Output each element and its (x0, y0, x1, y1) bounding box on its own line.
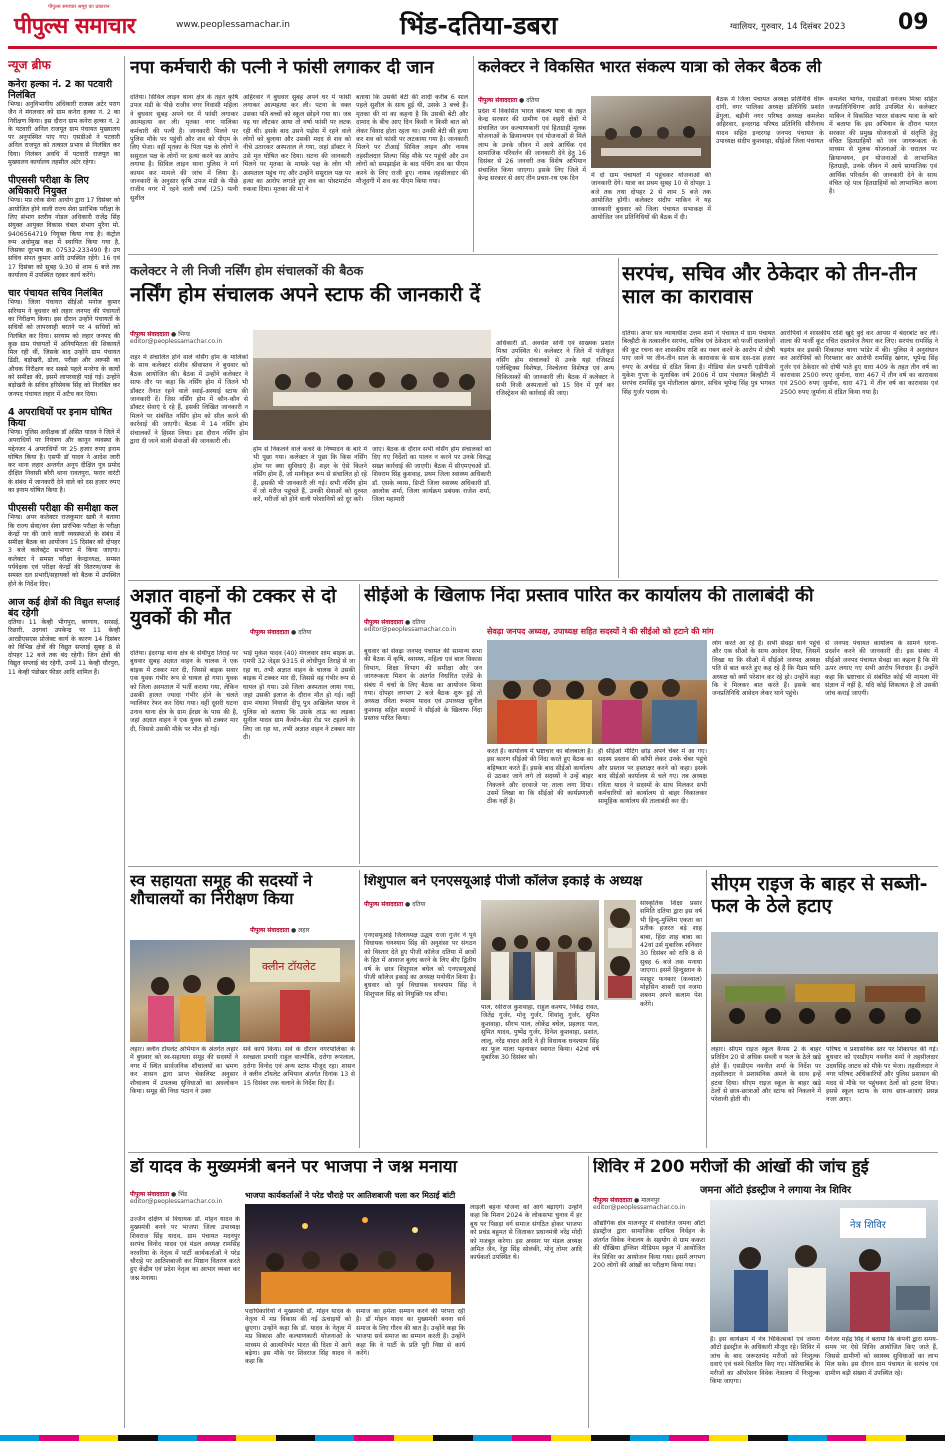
article-collector-col3: बैठक में जिला पंचायत अध्यक्ष प्रतिनिधि धीरू दांगी, नगर पालिका अध्यक्ष प्रतिनिधि प्रशांत ढेंगुला, बड़ौनी नगर परिषद अध्यक्ष कमलेश अहिरवार, इन्दरगढ़ परिषद प्रतिनिधि सौरीनाथ यादव सहित इन्दरगढ़ जनपद पंचायत के उपाध्यक्ष संदीप कुशवाहा, सीईओ जिला पंचायत (716, 96, 824, 146)
byline-bjp: पीपुल्स संवाददाता ● भिंड editor@peoplessamachar.co.in (130, 1190, 245, 1205)
byline-place: दतिया (412, 901, 426, 908)
kicker-bjp: भाजपा कार्यकर्ताओं ने परेड चौराहे पर आतिशबाजी चला कर मिठाई बांटी (245, 1191, 456, 1200)
byline-accident: पीपुल्स संवाददाता ● दतिया (250, 629, 312, 636)
photo-bjp-celebration (245, 1204, 465, 1304)
column-divider (618, 258, 619, 578)
column-divider (706, 870, 707, 1148)
photo-shg-inspection (130, 940, 355, 1042)
article-cm-rise-col2: परिषद व प्रशासनिक स्तर पर शिकायत की गई। बुधवार को एसडीएम नवनीत शर्मा ने तहसीलदार उदयसिंह जाटव को मौके पर भेजा। तहसीलदार ने नगर परिषद अधिकारियों और पुलिस प्रशासन की मदद से मौके पर पहुंचकर ठेलों को हटवा दिया। इससे स्कूल स्टाफ के साथ छात्र-छात्राएं प्रसन्न नजर आए। (826, 1046, 938, 1104)
masthead-rule (8, 46, 937, 49)
brief-body: भिण्ड। मप्र लोक सेवा आयोग द्वारा 17 दिसंबर को आयोजित होने वाली राज्य सेवा प्रारंभिक परीक्षा के लिए संभाग स्तरीय नोडल अधिकारी राजेंद्र सिंह संयुक्त आयुक्त विकास चंबल संभाग मुरैना मो. 9406564719 नियुक्त किया गया है। कंट्रोल रूम अधोमुख कक्ष में स्थापित किया गया है, जिसका दूरभाष क्र. 07532-233490 है। उप सचिव संपत कुमार आदि उपस्थित रहेंगे। 16 एवं 17 दिसंबर को सुबह 9.30 से शाम 6 बजे तक कार्यालय में उपस्थित रहकर कार्य करेंगे। (8, 197, 120, 280)
carts-photo-graphic (711, 932, 938, 1042)
issue-date: ग्वालियर, गुरुवार, 14 दिसंबर 2023 (730, 22, 846, 32)
headline-sarpanch: सरपंच, सचिव और ठेकेदार को तीन-तीन साल का कारावास (622, 262, 917, 308)
headline-eye-camp: शिविर में 200 मरीजों की आंखों की जांच हुई (593, 1158, 869, 1176)
article-shishupal-col2: पाल, रवीराज कुशवाहा, राहुल कश्यप, निकेंद्र रावत, जितेंद्र गुर्जर, मोनू गुर्जर, शिवांशु गुर्जर, सुमित कुशवाहा, सौरभ पाल, लोकेंद्र बघेल, प्रहलाद पाल, सुमित यादव, पुष्पेंद्र गुर्जर, दिनेश कुशवाहा, प्रशांत, लालू, नरेंद्र यादव आदि ने ही विधायक घनश्याम सिंह का फूल माला पहनाकर स्वागत किया। 42वां वर्ष मुबारिक 30 दिसंबर को। (481, 1004, 599, 1062)
brief-item (8, 79, 120, 167)
kicker-nursing: कलेक्टर ने ली निजी नर्सिंग होम संचालकों की बैठक (130, 263, 364, 278)
article-collector-col1: प्रदेश में विकसित भारत संकल्प यात्रा के तहत केन्द्र सरकार की ग्रामीण एवं शहरी क्षेत्रों में संचालित जन कल्याणकारी एवं हितग्राही मूलक योजनाओं के क्रियान्वयन एवं योजनाओं से मिले लाभ के उनके जीवन में आये आर्थिक एवं सामाजिक परिवर्तन की जानकारी देने हेतु 16 दिसंबर से 26 जनवरी तक विशेष अभियान संचालित किया जाएगा। इसके लिए जिले में केन्द्र सरकार से आए तीन प्रचार-रथ एक दिन (478, 108, 586, 183)
page-number: 09 (898, 10, 929, 35)
brief-body: भिण्ड। अनुविभागीय अधिकारी राजस्व अटेर पराग जैन ने मंगलवार को ग्राम कनेरा हल्का नं. 2 का निरीक्षण किया। इस दौरान ग्राम कनेरा हल्का नं. 2 के पटवारी अनिल राजपूत ग्राम पंचायत मुख्यालय पर अनुपस्थित पाए गए। एसडीओ ने पटवारी अनिल राजपूत को तत्काल प्रभाव से निलंबित कर दिया। निलंबन अवधि में पटवारी राजपूत का मुख्यालय कार्यालय तहसील अटेर रहेगा। (8, 101, 120, 167)
photo-cm-rise-carts (711, 932, 938, 1042)
photo-collector-meeting (591, 96, 711, 168)
article-ceo-col5: से जनपद पंचायत कार्यालय के सामने धरना-प्रदर्शन करने की जानकारी दी। इस संबंध में सीईओ जनपद पंचायत सेवढ़ा का कहना है कि मेरे ऊपर लगाए गए सभी आरोप निराधार हैं। उन्होंने कहा कि भ्रष्टाचार से संबंधित कोई भी मामला मेरे संज्ञान में नहीं है, यदि कोई शिकायत है तो उसकी जांच कराई जाएगी। (825, 640, 938, 698)
byline-author: पीपुल्स संवाददाता (593, 1197, 633, 1204)
headline-cm-rise: सीएम राइज के बाहर से सब्जी-फल के ठेले हटाए (711, 874, 928, 917)
article-ceo-col3: ही सीईओ मीटिंग छोड़ अपने चेंबर में आ गए। सदस्य प्रस्ताव की कॉपी लेकर उनके चेंबर पहुंचे और प्रस्ताव पर हस्ताक्षर करने को कहा। इसके बाद सीईओ कार्यालय से चले गए। तब अध्यक्ष रविता यादव ने सदस्यों के साथ मिलकर सभी कर्मचारियों को कार्यालय से बाहर निकालकर सामूहिक कार्यालय की तालाबंदी कर दी। (598, 748, 707, 806)
news-brief-column (8, 56, 120, 1428)
kicker-ceo: सेवढ़ा जनपद अध्यक्ष, उपाध्यक्ष सहित सदस्यों ने की सीईओ को हटाने की मांग (487, 627, 714, 636)
brief-body: भिण्ड। जिला पंचायत सीईओ मनोज कुमार सरियाम ने बुधवार को लहार जनपद की पंचायतों का निरीक्षण किया। इस दौरान उन्होंने पंचायतों के सचिवों को लापरवाही बरतने पर 4 सचिवों को निलंबित कर दिया। सरयाम को लहार जनपद की कुछ ग्राम पंचायतों में अनियमितता की शिकायतें मिल रही थीं, जिसके बाद उन्होंने ग्राम पंचायत ढिंढी, बड़ोखरी, ढोला, परीछा और अरूसी का औचक निरीक्षण कर सबसे पहले मनरेगा के कार्यों को समीक्षा की, इसमें लापरवाही पाई गई। उन्होंने बड़ोखरी के सचिव हरिसेवक सिंह को निलंबित कर जनपद पंचायत लहार में अटैच कर दिया। (8, 299, 120, 398)
byline-place: दतिया (526, 97, 540, 104)
section-title-text: भिंड-दतिया-डबरा (400, 11, 558, 40)
article-nursing-col3: जाए। बैठक के दौरान सभी नर्सिंग होम संचालकों को दिए गए निर्देशों का पालन न करने पर उनके विरुद्ध सख्त कार्रवाई की जाएगी। बैठक में सीएमएचओ डॉ. शिवराम सिंह कुशवाह, प्रथम जिला स्वास्थ्य अधिकारी डॉ. एसके व्यास, डिप्टी जिला स्वास्थ्य अधिकारी डॉ. आलोक शर्मा, जिला कार्यक्रम प्रबंधक राजेश शर्मा, जिला महामारी (372, 446, 491, 504)
byline-author: पीपुल्स संवाददाता (364, 901, 404, 908)
article-accident-col1: दतिया। इंदरगढ़ थाना क्षेत्र के सेंथीपुरा तिराहे पर बुधवार सुबह अज्ञात वाहन के चालक ने एक बाइक में टक्कर मार दी, जिससे बाइक सवार एक युवक गंभीर रूप से घायल हो गया। युवक को जिला अस्पताल में भर्ती कराया गया, लेकिन उसकी हालत ज्यादा गंभीर होने के चलते ग्वालियर रेफर कर दिया गया। वहीं दूसरी घटना उनाव थाना क्षेत्र के ग्राम ईरछा के पास की है, जहां अज्ञात वाहन ने एक युवक को टक्कर मार दी, जिससे उसकी मौके पर मौत हो गई। (130, 650, 238, 733)
column-divider (359, 870, 360, 1148)
brief-item (8, 175, 120, 280)
photo-eye-camp (710, 1200, 938, 1332)
article-nursing-col1: शहर में संचालित होने वाले नर्सिंग होम के मालिकों के साथ कलेक्टर संजीव श्रीवास्तव ने बुधवार को बैठक आयोजित की। बैठक में उन्होंने कलेक्टर ने साफ तौर पर कहा कि नर्सिंग होम में जितने भी डॉक्टर तैनात रहने वाले स्वाई-अस्थाई स्टाफ की जानकारी दें। जिस नर्सिंग होम में कौन-कौन से डॉक्टर सेवाएं दे रहे हैं, इसकी लिखित जानकारी न मिलने पर संबंधित नर्सिंग होम को सील करने की कार्रवाई की जाएगी। बैठक में 14 नर्सिंग होम संचालकों ने हिस्सा लिया। इस दौरान नर्सिंग होम द्वारा दी जाने वाली सेवाओं की जानकारी ली। (130, 354, 248, 446)
byline-email[interactable]: editor@peoplessamachar.co.in (130, 338, 223, 345)
article-cm-rise-col1: लहार। सीएम राइज स्कूल कैंपस 2 के बाहर प्रतिदिन 20 से अधिक सब्जी व फल के ठेले खड़े होते हैं। एसडीएम नवनीत शर्मा के निर्देश पर तहसीलदार ने प्रशासनिक अमले के साथ इन्हें हटवा दिया। सीएम राइज स्कूल के बाहर खड़े ठेलों से छात्र-छात्राओं और स्टाफ को निकलने में परेशानी होती थी। (711, 1046, 821, 1104)
article-shg-col2: सर्वे कार्य किया। सर्वे के दौरान नगरपालिका के स्वच्छता प्रभारी राहुल वाल्मीकि, दरोगा रूपलाल, दरोगा विनोद एवं अन्य स्टाफ मौजूद रहा। शासन ने क्लीन टॉयलेट अभियान अंतर्गत दिनांक 13 से 15 दिसंबर तक चलाने के निर्देश दिए हैं। (243, 1046, 355, 1087)
brief-item (8, 597, 120, 677)
meeting-photo-graphic (591, 96, 711, 168)
headline-bjp: डॉ यादव के मुख्यमंत्री बनने पर भाजपा ने जश्न मनाया (130, 1158, 458, 1177)
byline-ceo: पीपुल्स संवाददाता ● दतिया editor@peoplessamachar.co.in (364, 618, 484, 633)
article-eye-col3: मैनेजर महेंद्र सिंह ने बताया कि कंपनी द्वारा समय-समय पर ऐसे शिविर आयोजित किए जाते हैं, जिससे ग्रामीणों को स्वास्थ्य सुविधाओं का लाभ मिल सके। इस दौरान ग्राम पंचायत के सरपंच एवं ग्रामीण बड़ी संख्या में उपस्थित रहे। (825, 1336, 938, 1377)
brief-body: भिण्ड। पुलिस अधीक्षक डॉ असित यादव ने जिले में अपराधियों पर नियंत्रण और कानून व्यवस्था के मद्देनजर 4 अपराधियों पर 25 हजार रुपए इनाम घोषित किया है। एसपी डॉ यादव ने आदेश जारी कर थाना लहार अन्तर्गत अनूप दीक्षित पुत्र प्रमोद दीक्षित निवासी बरैरी थाना रावतपुरा, फरार वारंटी के संबंध में जानकारी देने वाले को दस हजार रुपए का इनाम घोषित किया है। (8, 428, 120, 494)
photo-urs-portraits (604, 900, 636, 1000)
brief-item (8, 288, 120, 399)
eye-camp-photo-graphic (710, 1200, 938, 1332)
printer-color-strip (0, 1432, 945, 1444)
byline-place: दतिया (298, 629, 312, 636)
brief-body: दतिया। 11 केव्ही भीगपुरा, बरणाय, सरसई, रिछारी, उदगवां उपकेन्द्र पर 11 केव्ही आरडीएसएस प्रोजेक्ट कार्य के कारण 14 दिसंबर को विभिन्न क्षेत्रों की विद्युत सप्लाई सुबह 8 से दोपहर 12 बजे तक बंद रहेगी। जिन क्षेत्रों की विद्युत सप्लाई बंद रहेगी, उनमें 11 केव्ही धौरपुरा, 11 केव्ही पंडोखर फीडर आदि शामिल हैं। (8, 618, 120, 676)
row-divider (128, 866, 938, 867)
shg-banner-text: क्लीन टॉयलेट (262, 960, 316, 973)
byline-nursing: पीपुल्स संवाददाता ● भिण्ड editor@peoplessamachar.co.in (130, 330, 248, 345)
headline-ceo: सीईओ के खिलाफ निंदा प्रस्ताव पारित कर कार्यालय की तालाबंदी की (364, 586, 814, 606)
byline-shishupal: पीपुल्स संवाददाता ● दतिया (364, 901, 426, 908)
column-divider (473, 56, 474, 252)
brief-headline: कनेरा हल्का नं. 2 का पटवारी निलंबित (8, 79, 113, 101)
headline-shishupal: शिशुपाल बने एनएसयूआई पीजी कॉलेज इकाई के अध्यक्ष (364, 874, 643, 889)
brief-item (8, 503, 120, 589)
brand-logo: पीपुल्स समाचार (14, 14, 136, 39)
byline-email[interactable]: editor@peoplessamachar.co.in (593, 1204, 686, 1211)
brief-item (8, 407, 120, 495)
nursing-photo-graphic (253, 330, 491, 440)
website[interactable]: www.peoplessamachar.in (176, 20, 290, 30)
byline-shg: पीपुल्स संवाददाता ● लहार (250, 927, 310, 934)
headline-collector-meeting: कलेक्टर ने विकसित भारत संकल्प यात्रा को लेकर बैठक ली (478, 58, 822, 76)
article-bjp-col3: समाज का हमेशा सम्मान करने की परंपरा रही है। डॉ मोहन यादव का मुख्यमंत्री बनना सर्व समाज के लिए गौरव की बात है। उन्होंने कहा कि भाजपा सर्व समाज का सम्मान करती है। उन्होंने कहा कि वे पार्टी के प्रति पूरी निष्ठा से कार्य करेंगे। (356, 1308, 465, 1358)
byline-eye-camp: पीपुल्स संवाददाता ● मालनपुर editor@peoplessamachar.co.in (593, 1196, 705, 1211)
article-eye-col1: औद्योगिक क्षेत्र मालनपुर में संचालित जमना ऑटो इंडस्ट्रीज द्वारा सामाजिक दायित्व निर्वहन के अंतर्गत विवेक नेत्रालय के सहयोग से ग्राम ककरा की धौखिया इंग्लिश मीडियम स्कूल में आयोजित नेत्र शिविर का आयोजन किया गया। इसमें लगभग 200 लोगों की आंखों का परीक्षण किया गया। (593, 1220, 705, 1270)
article-sarpanch-col2: आरोपियों ने शासकीय राशि खुर्द बुर्द कर आपस में बंदरबांट कर ली। शाला की फर्जी कूट रचित दस्तावेज तैयार कर लिए। सरपंच रामसिंह ने षड़यंत्र कर इसकी शिकायत थाना भांडेर में की। पुलिस ने अनुसंधान कर आरोपियों को गिरफ्तार कर आरोपी रामसिंह खंगार, भूपेन्द्र सिंह गुर्जर एवं ठेकेदार को दोषी पाते हुए धारा 409 के तहत तीन वर्ष का कारावास 2500 रुपए जुर्माना, धारा 467 में तीन वर्ष का कारावास एवं 2500 रुपए जुर्माना, धारा 471 में तीन वर्ष का कारावास एवं 2500 रुपए जुर्माना से दंडित किया गया है। (780, 330, 938, 396)
article-bjp-col2: पदाधिकारियों ने मुख्यमंत्री डॉ. मोहन यादव के नेतृत्व में मप्र विकास की नई ऊंचाइयों को छूएगा। उन्होंने कहा कि डॉ. यादव के नेतृत्व में मप्र विकास और कल्याणकारी योजनाओं के माध्यम से आत्मनिर्भर भारत की दिशा में आगे बढ़ेगा। इस मौके पर शिवराज सिंह यादव ने कहा कि (245, 1308, 351, 1366)
article-sarpanch-col1: दतिया। अपर सत्र न्यायाधीश उत्तम शर्मा ने पंचायत में ग्राम पंचायत बिल्हौटी के तत्कालीन सरपंच, सचिव एवं ठेकेदार को फर्जी दस्तावेज़ों की कूट रचना कर शासकीय राशि का गबन करने के आरोप में दोषी पाए जाने पर तीन-तीन साल के कारावास के साथ दस-दस हजार रुपए के अर्थदंड से दंडित किया है। मीडिया सेल प्रभारी एडीपीओ मुकेश गुप्ता के मुताबिक वर्ष 2006 में ग्राम पंचायत बिल्हौटी में सरपंच रामसिंह पुत्र मोतीलाल खंगार, सचिव भूपेन्द्र सिंह पुत्र भगवत सिंह गुर्जर पदस्थ थे। (622, 330, 775, 396)
byline-author: पीपुल्स संवाददाता (130, 1191, 170, 1198)
brief-headline: 4 अपराधियों पर इनाम घोषित किया (8, 406, 112, 429)
article-bjp-col1: उज्जैन दक्षिण से विधायक डॉ. मोहन यादव के मुख्यमंत्री बनने पर भाजपा जिला उपाध्यक्ष शिवराज सिंह यादव, ग्राम पंचायत मदनपुर सरपंच विनोद यादव एवं मंडल अध्यक्ष रामसिंह नरवरिया के नेतृत्व में पार्टी कार्यकर्ताओं ने परेड चौराहे पर आतिशबाजी कर मिष्ठान वितरण करते हुए केंद्रीय एवं प्रदेश नेतृत्व का आभार व्यक्त कर जश्न मनाया। (130, 1216, 240, 1282)
byline-author: पीपुल्स संवाददाता (130, 331, 170, 338)
brief-headline: चार पंचायत सचिव निलंबित (8, 288, 103, 300)
shg-photo-graphic (130, 940, 355, 1042)
article-shg-col1: लहार। क्लीन टॉयलेट अभियान के अंतर्गत लहार में बुधवार को स्व-सहायता समूह की सदस्यों ने नगर में स्थित सार्वजनिक शौचालयों का भ्रमण कर शासन द्वारा प्राप्त चेकलिस्ट अनुसार शौचालय में उपलब्ध सुविधाओं का अवलोकन किया। समूह की निधा पठान ने उक्त (130, 1046, 238, 1096)
photo-shishupal-group (481, 900, 599, 1000)
headline-napa: नपा कर्मचारी की पत्नी ने फांसी लगाकर दी जान (130, 58, 434, 78)
protest-photo-graphic (487, 640, 707, 744)
kicker-eye-camp: जमना ऑटो इंडस्ट्रीज ने लगाया नेत्र शिविर (700, 1185, 852, 1196)
article-napa-col3: बताया कि उसकी बेटी की शादी करीब 6 साल पहले सुशील के साथ हुई थी, उसके 3 बच्चे हैं। मृतका की मां का कहना है कि उसकी बेटी और दामाद के बीच आए दिन किसी न किसी बात को लेकर विवाद होता रहता था। उनकी बेटी की हत्या कर शव को फांसी पर लटकाया गया है। जानकारी मिलने पर टीआई सिविल लाइन और नायब तहसीलदार शिल्पा सिंह मौके पर पहुंची और उन लोगों को समझाईश के बाद पंचिंग शव का पीएम करने के लिए राजी हुए। नायब तहसीलदार की मौजूदगी में शव का पीएम किया गया। (356, 94, 468, 186)
brief-headline: पीएससी परीक्षा के लिए अधिकारी नियुक्त (8, 175, 89, 198)
headline-nursing-home: नर्सिंग होम संचालक अपने स्टाफ की जानकारी दें (130, 283, 481, 306)
article-accident-col2: भाई मुकेश यादव (40) मंगलवार शाम बाइक क्र. एमपी 32 जेड्स 9315 से लोधीपुरा तिराहे से जा रहा था, तभी अज्ञात वाहन के चालक ने उसकी बाइक में टक्कर मार दी, जिससे वह गंभीर रूप से घायल हो गया। उसे जिला अस्पताल लाया गया, जहां उसकी इलाज के दौरान मौत हो गई। वहीं ग्राम मंघावा निवासी दीपू पुत्र अखिलेश यादव ने पुलिस को बताया कि उसके ताऊ का लड़का सुनील यादव ग्राम कैथोन-बेड़ा रोड पर टहलने के लिए जा रहा था, तभी अज्ञात वाहन ने टक्कर मार दी। (243, 650, 355, 742)
article-ceo-col4: लोग करते आ रहे हैं। सभी सेवढ़ा थाने पहुंचे और एक सीओ के साथ आवेदन दिया, जिसमें लिखा था कि सीओ में सीईओ जनपद अध्यक्ष पति से बात करते हुए कह रहे हैं कि मैडम यानि अध्यक्ष को क्यों परेशान कर रहे हो। उन्होंने कहा कि वे मिलकर बात करते हैं। इसके बाद जनप्रतिनिधि आवेदन लेकर थाने पहुंचे। (712, 640, 820, 698)
photo-nursing-meeting (253, 330, 491, 440)
brief-body: भिण्ड। अपर कलेक्टर राजकुमार खत्री ने बताया कि राज्य सेवा/वन सेवा प्रारंभिक परीक्षा के परीक्षा केन्द्रों पर की जाने वाली व्यवस्थाओं के संबंध में समीक्षा बैठक का आयोजन 15 दिसंबर को दोपहर 3 बजे कलेक्ट्रेट सभागार में किया जाएगा। कलेक्टर ने समस्त परीक्षा केन्द्राध्यक्ष, समस्त पर्यवेक्षक एवं परीक्षा केन्द्रों की वितरण/जमा के समस्त दल प्रभारी/सहायकों को बैठक में उपस्थित होने के निर्देश दिए। (8, 514, 120, 588)
photo-ceo-protest (487, 640, 707, 744)
article-nursing-col2: होम से निकलने वाले कचरे के निष्पादन के बारे में भी पूछा गया। कलेक्टर ने पूछा कि किस नर्सिंग होम पर क्या सुविधाएं हैं। शहर के ऐसे कितने नर्सिंग होम हैं, जो मानीकृत रूप से संचालित हो रहे हैं, इसकी भी जानकारी ली गई। सभी नर्सिंग होम में जो मरीज पहुंचते हैं, उनकी सेवाओं को दुरुस्त करें, मरीजों को होने वाली परेशानियों को दूर करें। (253, 446, 367, 504)
column-divider (588, 1156, 589, 1428)
column-divider (124, 56, 125, 1428)
byline-author: पीपुल्स संवाददाता (250, 629, 290, 636)
byline-email[interactable]: editor@peoplessamachar.co.in (130, 1198, 223, 1205)
eye-banner-text: नेत्र शिविर (850, 1220, 886, 1231)
brief-headline: आज कई क्षेत्रों की विद्युत सप्लाई बंद रहेगी (8, 596, 120, 619)
article-napa-col1: दतिया। सिविल लाइन थाना क्षेत्र के तहत कृषि उपज मंडी के पीछे राजीव नगर निवासी महिला ने बुधवार सुबह अपने घर में फांसी लगाकर आत्महत्या कर ली। मृतका नगर पालिका कर्मचारी की पत्नी है। जानकारी मिलने पर पुलिस मौके पर पहुंची और शव को पीएम के लिए भेजा। वहीं मृतका के पिता पक्ष के लोगों ने ससुराल पक्ष के लोगों पर हत्या करने का आरोप लगाया है। सिविल लाइन थाना पुलिस ने मर्ग कायम कर मामले की जांच में लिया है। जानकारी के अनुसार कृषि उपज मंडी के पीछे राजीव नगर में रहने वाली वर्षा (25) पत्नी सुशील (130, 94, 238, 202)
byline-place: भिण्ड (178, 331, 191, 338)
article-collector-col2: में दो ग्राम पंचायतों में पहुंचकर योजनाओं की जानकारी देंगे। यात्रा का प्रथम सुबह 10 से दोपहर 1 बजे तक तथा दोपहर 2 से शाम 5 बजे तक आयोजित होगी। कलेक्टर संदीप माकिन ने यह जानकारी बुधवार को जिला पंचायत सभाकक्ष में आयोजित जन प्रतिनिधियों की बैठक में दी। (591, 172, 711, 222)
byline-place: दतिया (412, 619, 426, 626)
brief-headline: पीएससी परीक्षा की समीक्षा कल (8, 503, 118, 515)
byline-email[interactable]: editor@peoplessamachar.co.in (364, 626, 457, 633)
byline-place: मालनपुर (641, 1197, 660, 1204)
headline-accident: अज्ञात वाहनों की टक्कर से दो युवकों की मौत (130, 586, 337, 629)
row-divider (128, 1152, 938, 1153)
article-eye-col2: है। इस कार्यक्रम में नेत्र चिकित्सकों एवं जमना ऑटो इंडस्ट्रीज के अधिकारी मौजूद रहे। शिविर में जांच के बाद जरूरतमंद मरीजों को निःशुल्क दवाएं एवं चश्मे वितरित किए गए। मोतियाबिंद के मरीजों का ऑपरेशन विवेक नेत्रालय में निःशुल्क किया जाएगा। (710, 1336, 820, 1386)
article-ceo-col2: करते हैं। कार्यालय में भ्रष्टाचार का बोलबाला है। इस कारण सीईओ की निंदा करते हुए बैठक का बहिष्कार करते हैं। इसके बाद सीईओ कार्यालय से उठकर जाने लगे तो सदस्यों ने उन्हें बाहर निकलने और दरवाजे पर ताला लगा दिया। उसमें लिखा था कि सीईओ की कार्यप्रणाली ठीक नहीं है। (487, 748, 593, 806)
row-divider (128, 580, 938, 581)
article-collector-col4: कमलेश भार्गव, एसडीओ धनंजय मिश्रा सहित जनप्रतिनिधिगण आदि उपस्थित थे। कलेक्टर माकिन ने विकसित भारत संकल्प यात्रा के बारे में बताया कि इस अभियान के दौरान भारत सरकार की प्रमुख योजनाओं से संतृप्ति हेतु वंचित हितग्राहियों को जन जागरूकता के माध्यम से मूलक योजनाओं के धरातल पर क्रियान्वयन, इन योजनाओं से लाभान्वित हितग्राही, उनके जीवन में आये सामाजिक एवं आर्थिक परिवर्तन की जानकारी देने के साथ वंचित रहे पात्र हितग्राहियों को लाभान्वित करना है। (829, 96, 937, 196)
byline-author: पीपुल्स संवाददाता (364, 619, 404, 626)
portraits-graphic (604, 900, 636, 1000)
article-nursing-col4: अधिकारी डॉ. अवधेश सोनी एवं साख्यक प्रशांत मिश्रा उपस्थित थे। कलेक्टर ने जिले में पंजीकृत नर्सिंग होम संचालकों से उनके यहां रजिस्टर्ड एलेक्ट्रिक्स विशेषज्ञ, निश्चेतना विशेषज्ञ एवं अन्य चिकित्सकों की जानकारी ली। बैठक में कलेक्टर ने सभी निजी अस्पतालों को 15 दिन में पूर्ण कर रजिस्ट्रेशन की कार्रवाई की जाए। (496, 340, 614, 398)
byline-author: पीपुल्स संवाददाता (478, 97, 518, 104)
byline-author: पीपुल्स संवाददाता (250, 927, 290, 934)
celebration-photo-graphic (245, 1204, 465, 1304)
article-shishupal-col3: सांस्कृतिक शिक्षा प्रसार समिति दतिया द्वारा इस वर्ष भी हिन्दू-मुस्लिम एकता का प्रतीक हजरत बड़े शाह बाबा, हिंदा शाह बाबा का 42वां उर्स मुबारिक शनिवार 30 दिसंबर को रात्रि 8 से सुबह 6 बजे तक मनाया जाएगा। इसमें हिन्दुस्तान के मशहूर फनकार (कव्वाल) मोहसिन शाबरी एवं नजमा शबनम अपने कलाम पेश करेंगे। (640, 900, 702, 1008)
article-bjp-col4: लाड़ली बहना योजना को आगे बढ़ाएंगे। उन्होंने कहा कि मिशन 2024 के लोकसभा चुनाव में हर बूथ पर पिछड़ा वर्ग समाज संगठित होकर भाजपा को प्रचंड बहुमत से जिताकर प्रधानमंत्री नरेंद्र मोदी को मजबूत करेगा। इस अवसर पर मंडल अध्यक्ष अमित जैन, रेड्डा सिंह सोलंकी, मोनू तोमर आदि कार्यकर्ता उपस्थित थे। (470, 1204, 582, 1262)
article-ceo-col1: बुधवार को सेवढ़ा जनपद पंचायत की सामान्य सभा की बैठक में कृषि, स्वास्थ्य, महिला एवं बाल विकास विभाग, शिक्षा विभाग की समीक्षा और जन जागरूकता मिशन के अंतर्गत निर्धारित एजेंडे के संबंध में चर्चा के लिए बैठक का आयोजन किया गया। दोपहर लगभग 2 बजे बैठक शुरू हुई तो अध्यक्ष रविता रूस्तम यादव एवं उपाध्यक्ष सुनील कुशवाह सहित सदस्यों ने सीईओ के खिलाफ निंदा प्रस्ताव पारित किया। (364, 648, 482, 723)
shishupal-photo-graphic (481, 900, 599, 1000)
column-divider (359, 584, 360, 864)
headline-shg: स्व सहायता समूह की सदस्यों ने शौचालयों का निरीक्षण किया (130, 872, 313, 909)
article-shishupal-col1: एनएसयूआई जिलाध्यक्ष उद्धय राजा गुर्जर ने पूर्व विधायक घनश्याम सिंह की अनुशंसा पर संगठन को विस्तार देते हुए पीजी कॉलेज दतिया में छात्रों के हित में आवाज बुलंद करने के लिए बीए द्वितीय वर्ष के छात्र शिशुपाल बघेल को एनएसयूआई पीजी कॉलेज इकाई का अध्यक्ष मनोनीत किया है। बुधवार को पूर्व विधायक घनश्याम सिंह ने शिशुपाल सिंह को नियुक्ति पत्र सौंपा। (364, 932, 476, 998)
section-title (400, 8, 558, 42)
brand-tagline: पीपुल्स समाचार समूह का प्रकाशन (48, 4, 110, 10)
byline-place: भिंड (178, 1191, 188, 1198)
news-brief-label: न्यूज ब्रीफ (8, 58, 51, 72)
article-napa-col2: अहिरवार ने बुधवार सुबह अपने घर में फांसी लगाकर आत्महत्या कर ली। पटना के वक्त उसका पति बच्चों को स्कूल छोड़ने गया था। जब वह घर लौटकर आया तो वर्षा फांसी पर लटक रही थी। इसके बाद उसने पड़ोस में रहने वाले लोगों को बुलाया और उसकी मदद से शव को नीचे उतारकर अस्पताल ले गया, जहां डॉक्टर ने उसे मृत घोषित कर दिया। घटना की जानकारी मिलने पर मृतका के मायके पक्ष के लोग भी अस्पताल पहुंच गए और उन्होंने ससुराल पक्ष पर हत्या का आरोप लगाते हुए शव का पोस्टमार्टम रुकवा दिया। मृतका की मां ने (243, 94, 351, 194)
row-divider (128, 254, 938, 255)
byline-collector: पीपुल्स संवाददाता ● दतिया (478, 97, 540, 104)
masthead (0, 0, 945, 52)
byline-place: लहार (298, 927, 310, 934)
